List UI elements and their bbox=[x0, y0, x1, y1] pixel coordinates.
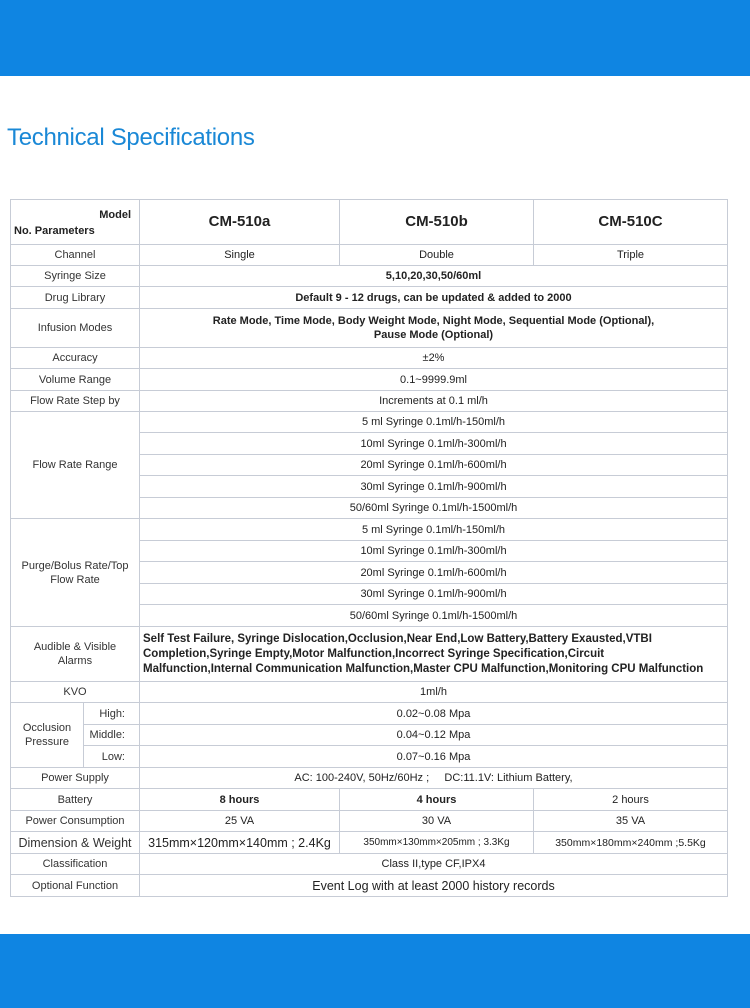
channel-c: Triple bbox=[534, 245, 728, 266]
occlusion-level-middle: Middle: bbox=[84, 725, 140, 746]
label-infusion-modes: Infusion Modes bbox=[11, 309, 140, 348]
model-cm510b: CM-510b bbox=[340, 200, 534, 245]
label-occlusion bbox=[11, 703, 84, 768]
header-corner bbox=[11, 200, 140, 245]
infusion-modes-line2: Pause Mode (Optional) bbox=[373, 329, 494, 341]
label-dimension-weight: Dimension & Weight bbox=[11, 832, 140, 854]
label-accuracy: Accuracy bbox=[11, 348, 140, 369]
model-label: Model bbox=[99, 209, 131, 221]
infusion-modes-line1: Rate Mode, Time Mode, Body Weight Mode, Night Mode, Sequential Mode (Optional), bbox=[212, 315, 655, 327]
kvo-value: 1ml/h bbox=[140, 682, 728, 703]
purge-bolus-value: 5 ml Syringe 0.1ml/h-150ml/h bbox=[140, 519, 728, 541]
bottom-banner bbox=[0, 934, 750, 1008]
row-occlusion-low bbox=[11, 746, 728, 768]
label-kvo: KVO bbox=[11, 682, 140, 703]
flow-rate-range-value: 30ml Syringe 0.1ml/h-900ml/h bbox=[140, 476, 728, 498]
alarms-label-line1: Audible & Visible bbox=[33, 641, 117, 653]
row-syringe-size bbox=[11, 266, 728, 287]
purge-bolus-value: 30ml Syringe 0.1ml/h-900ml/h bbox=[140, 584, 728, 605]
power-consumption-b: 30 VA bbox=[340, 811, 534, 832]
battery-b: 4 hours bbox=[340, 789, 534, 811]
alarms-line2: Completion,Syringe Empty,Motor Malfunction,Incorrect Syringe Specification,Circuit bbox=[143, 647, 605, 660]
flow-rate-range-value: 50/60ml Syringe 0.1ml/h-1500ml/h bbox=[140, 498, 728, 519]
params-label: No. Parameters bbox=[14, 225, 95, 237]
occlusion-value-low: 0.07~0.16 Mpa bbox=[140, 746, 728, 768]
drug-library-value: Default 9 - 12 drugs, can be updated & added to 2000 bbox=[140, 287, 728, 309]
battery-a: 8 hours bbox=[140, 789, 340, 811]
row-volume-range bbox=[11, 369, 728, 391]
flow-rate-range-value: 20ml Syringe 0.1ml/h-600ml/h bbox=[140, 455, 728, 476]
power-consumption-a: 25 VA bbox=[140, 811, 340, 832]
spec-table bbox=[10, 199, 728, 897]
row-alarms bbox=[11, 627, 728, 682]
row-power-consumption bbox=[11, 811, 728, 832]
label-alarms bbox=[11, 627, 140, 682]
model-cm510c: CM-510C bbox=[534, 200, 728, 245]
dimension-weight-b: 350mm×130mm×205mm ; 3.3Kg bbox=[340, 832, 534, 854]
row-occlusion-high bbox=[11, 703, 728, 725]
row-dimension-weight bbox=[11, 832, 728, 854]
alarms-line1: Self Test Failure, Syringe Dislocation,Occlusion,Near End,Low Battery,Battery Exausted,VTBI bbox=[143, 632, 652, 645]
label-drug-library: Drug Library bbox=[11, 287, 140, 309]
purge-bolus-value: 10ml Syringe 0.1ml/h-300ml/h bbox=[140, 541, 728, 562]
classification-value: Class II,type CF,IPX4 bbox=[140, 854, 728, 875]
occlusion-label-line2: Pressure bbox=[24, 736, 70, 748]
occlusion-value-middle: 0.04~0.12 Mpa bbox=[140, 725, 728, 746]
label-flow-rate-range: Flow Rate Range bbox=[11, 412, 140, 519]
occlusion-level-low: Low: bbox=[84, 746, 140, 768]
label-classification: Classification bbox=[11, 854, 140, 875]
infusion-modes-value bbox=[140, 309, 728, 348]
channel-b: Double bbox=[340, 245, 534, 266]
label-purge-bolus bbox=[11, 519, 140, 627]
alarms-line3: Malfunction,Internal Communication Malfunction,Master CPU Malfunction,Monitoring CPU Malfunction bbox=[143, 662, 704, 675]
flow-rate-step-value: Increments at 0.1 ml/h bbox=[140, 391, 728, 412]
purge-bolus-value: 50/60ml Syringe 0.1ml/h-1500ml/h bbox=[140, 605, 728, 627]
syringe-size-value: 5,10,20,30,50/60ml bbox=[140, 266, 728, 287]
row-battery bbox=[11, 789, 728, 811]
label-flow-rate-step: Flow Rate Step by bbox=[11, 391, 140, 412]
row-power-supply bbox=[11, 768, 728, 789]
row-drug-library bbox=[11, 287, 728, 309]
label-volume-range: Volume Range bbox=[11, 369, 140, 391]
occlusion-level-high: High: bbox=[84, 703, 140, 725]
row-purge-bolus-1 bbox=[11, 519, 728, 541]
optional-function-value: Event Log with at least 2000 history records bbox=[140, 875, 728, 897]
alarms-value bbox=[140, 627, 728, 682]
row-flow-rate-step bbox=[11, 391, 728, 412]
power-supply-value: AC: 100-240V, 50Hz/60Hz ; DC:11.1V: Lithium Battery, bbox=[140, 768, 728, 789]
label-syringe-size: Syringe Size bbox=[11, 266, 140, 287]
dimension-weight-c: 350mm×180mm×240mm ;5.5Kg bbox=[534, 832, 728, 854]
label-channel: Channel bbox=[11, 245, 140, 266]
label-battery: Battery bbox=[11, 789, 140, 811]
row-channel bbox=[11, 245, 728, 266]
model-cm510a: CM-510a bbox=[140, 200, 340, 245]
occlusion-label-line1: Occlusion bbox=[22, 722, 72, 734]
power-consumption-c: 35 VA bbox=[534, 811, 728, 832]
purge-bolus-label-line1: Purge/Bolus Rate/Top bbox=[21, 559, 129, 572]
row-classification bbox=[11, 854, 728, 875]
page-title: Technical Specifications bbox=[7, 124, 255, 151]
label-optional-function: Optional Function bbox=[11, 875, 140, 897]
battery-c: 2 hours bbox=[534, 789, 728, 811]
flow-rate-range-value: 5 ml Syringe 0.1ml/h-150ml/h bbox=[140, 412, 728, 433]
row-infusion-modes bbox=[11, 309, 728, 348]
row-optional-function bbox=[11, 875, 728, 897]
channel-a: Single bbox=[140, 245, 340, 266]
header-row bbox=[11, 200, 728, 245]
row-flow-rate-range-1 bbox=[11, 412, 728, 433]
accuracy-value: ±2% bbox=[140, 348, 728, 369]
occlusion-value-high: 0.02~0.08 Mpa bbox=[140, 703, 728, 725]
row-occlusion-middle bbox=[11, 725, 728, 746]
label-power-supply: Power Supply bbox=[11, 768, 140, 789]
top-banner bbox=[0, 0, 750, 76]
label-power-consumption: Power Consumption bbox=[11, 811, 140, 832]
dimension-weight-a: 315mm×120mm×140mm ; 2.4Kg bbox=[140, 832, 340, 854]
row-accuracy bbox=[11, 348, 728, 369]
purge-bolus-value: 20ml Syringe 0.1ml/h-600ml/h bbox=[140, 562, 728, 584]
volume-range-value: 0.1~9999.9ml bbox=[140, 369, 728, 391]
alarms-label-line2: Alarms bbox=[57, 655, 93, 667]
row-kvo bbox=[11, 682, 728, 703]
flow-rate-range-value: 10ml Syringe 0.1ml/h-300ml/h bbox=[140, 433, 728, 455]
purge-bolus-label-line2: Flow Rate bbox=[50, 573, 100, 586]
